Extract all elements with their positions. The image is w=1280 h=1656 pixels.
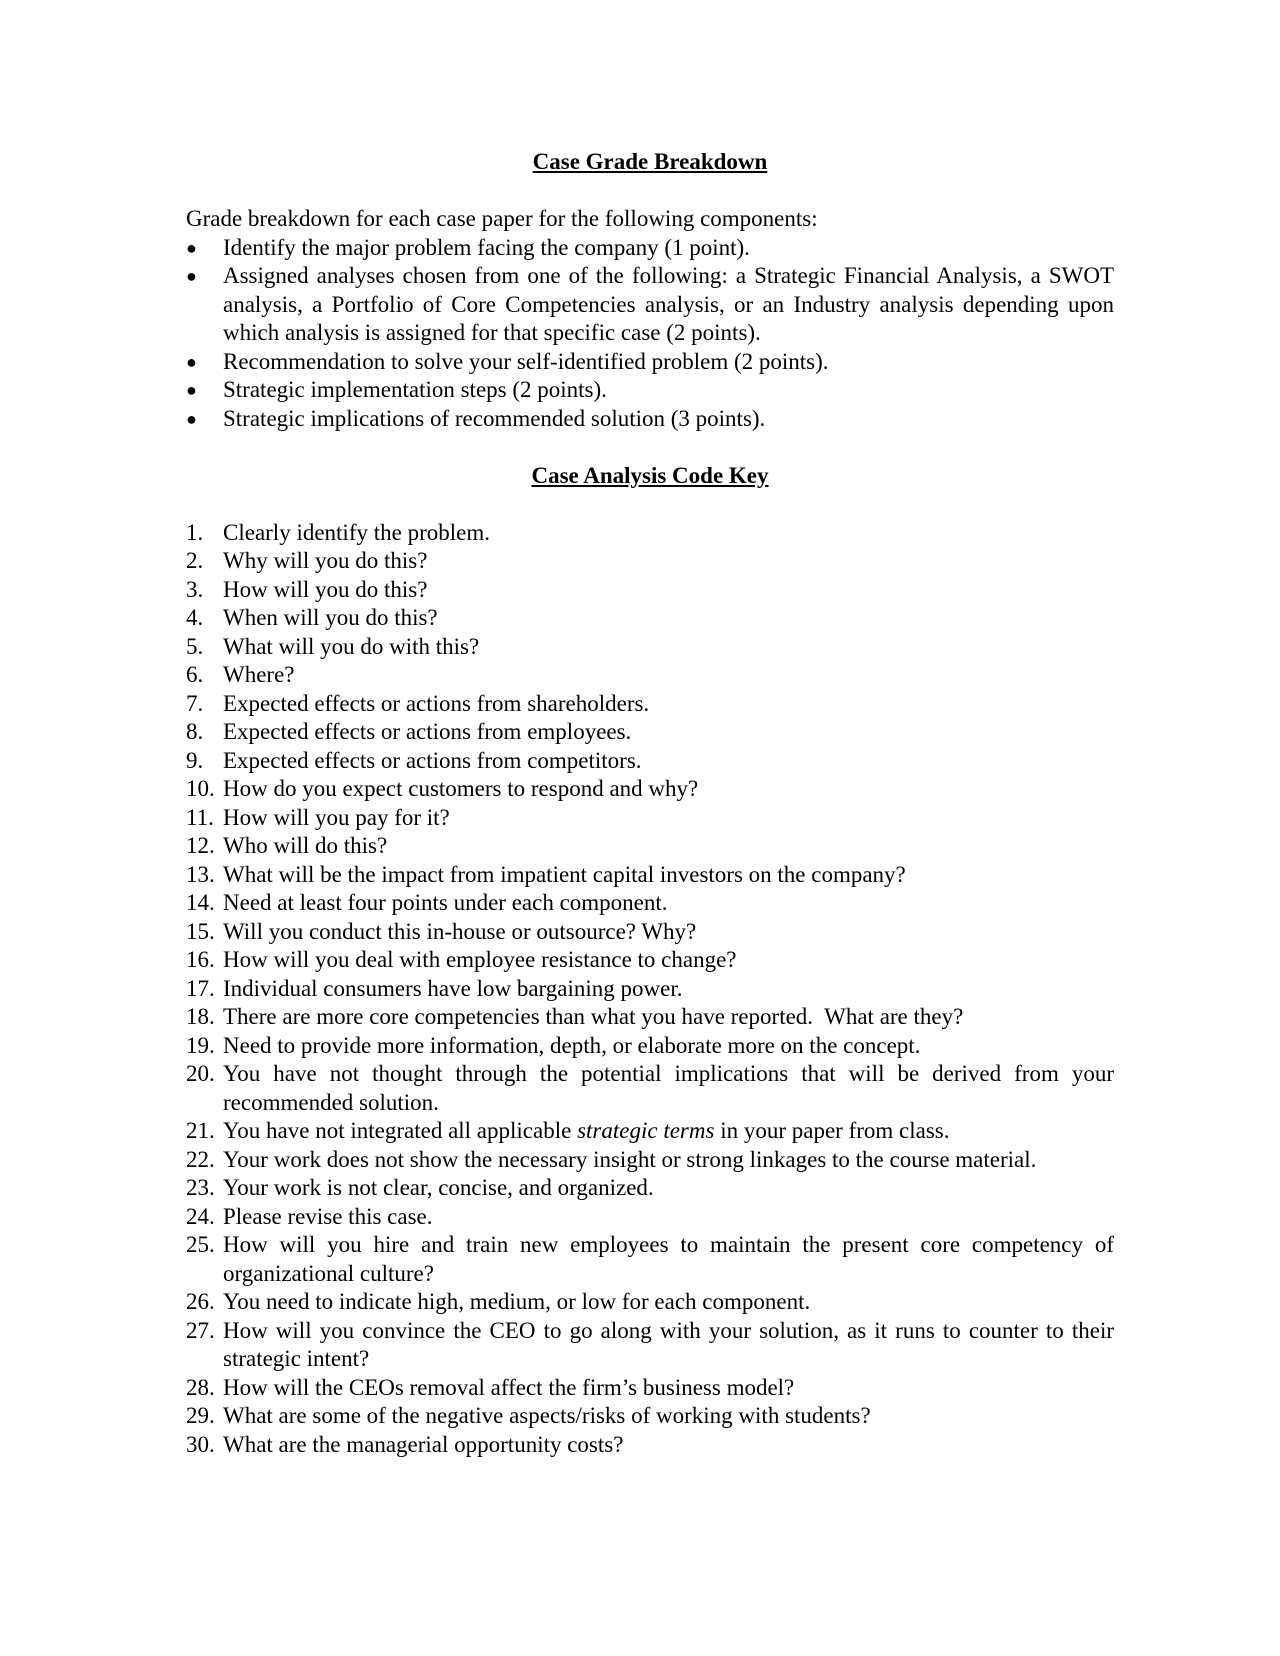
list-item: 23. Your work is not clear, concise, and organized. xyxy=(186,1175,654,1200)
list-item: 18. There are more core competencies than what you have reported. What are they? xyxy=(186,1004,964,1029)
list-item: 3. How will you do this? xyxy=(186,576,428,602)
list-item: 1. Clearly identify the problem. xyxy=(186,519,490,545)
list-item: 28. How will the CEOs removal affect the firm’s business model? xyxy=(186,1374,795,1400)
list-item: 12. Who will do this? xyxy=(186,833,388,858)
bullet-icon: ● xyxy=(186,408,197,429)
list-item: 27. How will you convince the CEO to go along with your solution, as it runs to counter to their strategic intent? xyxy=(186,1317,1114,1371)
intro-paragraph: Grade breakdown for each case paper for the following components: xyxy=(186,206,818,231)
emphasis-strategic-terms: strategic terms xyxy=(577,1118,715,1143)
list-item: 6. Where? xyxy=(186,662,295,687)
list-item: 8. Expected effects or actions from employees. xyxy=(186,719,632,744)
list-item: ● Strategic implications of recommended solution (3 points). xyxy=(186,405,1114,434)
list-item: 22. Your work does not show the necessary insight or strong linkages to the course material. xyxy=(186,1146,1037,1172)
list-item: 11. How will you pay for it? xyxy=(186,804,450,830)
list-item: ● Strategic implementation steps (2 points). xyxy=(186,376,1114,405)
list-item: 10. How do you expect customers to respond and why? xyxy=(186,776,699,801)
bullet-icon: ● xyxy=(186,237,197,258)
list-item: 13. What will be the impact from impatient capital investors on the company? xyxy=(186,861,906,887)
list-item: 5. What will you do with this? xyxy=(186,633,480,659)
list-item: 17. Individual consumers have low bargaining power. xyxy=(186,975,683,1001)
list-item: 19. Need to provide more information, depth, or elaborate more on the concept. xyxy=(186,1032,921,1058)
list-item: 26. You need to indicate high, medium, or low for each component. xyxy=(186,1289,811,1314)
code-key-list xyxy=(186,519,1114,1460)
list-item: 29. What are some of the negative aspects/risks of working with students? xyxy=(186,1403,871,1428)
list-item: 16. How will you deal with employee resistance to change? xyxy=(186,947,737,972)
list-item: 24. Please revise this case. xyxy=(186,1203,433,1229)
document-page xyxy=(186,148,1114,1459)
bullet-icon: ● xyxy=(186,351,197,372)
list-item: 15. Will you conduct this in-house or outsource? Why? xyxy=(186,918,697,944)
list-item: ● Recommendation to solve your self-identified problem (2 points). xyxy=(186,348,1114,377)
list-item: 20. You have not thought through the potential implications that will be derived from your recommended solution. xyxy=(186,1061,1114,1115)
grade-components-list xyxy=(186,234,1114,434)
list-item: 30. What are the managerial opportunity costs? xyxy=(186,1431,624,1457)
bullet-icon: ● xyxy=(186,380,197,400)
list-item: 4. When will you do this? xyxy=(186,605,438,630)
section-title-grade-breakdown: Case Grade Breakdown xyxy=(532,149,768,174)
list-item: ● Assigned analyses chosen from one of the following: a Strategic Financial Analysis, a SWOT analysis, a Portfolio of Core Competencies analysis, or an Industry analysis depending upon which analysis is assigned for that specific case (2 points). xyxy=(186,263,1114,345)
bullet-icon: ● xyxy=(186,266,197,286)
section-title-code-key: Case Analysis Code Key xyxy=(531,462,769,488)
list-item: 21. You have not integrated all applicable strategic terms in your paper from class. xyxy=(186,1118,950,1143)
list-item: 14. Need at least four points under each component. xyxy=(186,890,668,915)
list-item: 25. How will you hire and train new employees to maintain the present core competency of organizational culture? xyxy=(186,1232,1114,1286)
list-item: ● Identify the major problem facing the company (1 point). xyxy=(186,234,1114,263)
list-item: 2. Why will you do this? xyxy=(186,548,428,573)
list-item: 7. Expected effects or actions from shareholders. xyxy=(186,690,650,716)
list-item: 9. Expected effects or actions from competitors. xyxy=(186,747,642,773)
